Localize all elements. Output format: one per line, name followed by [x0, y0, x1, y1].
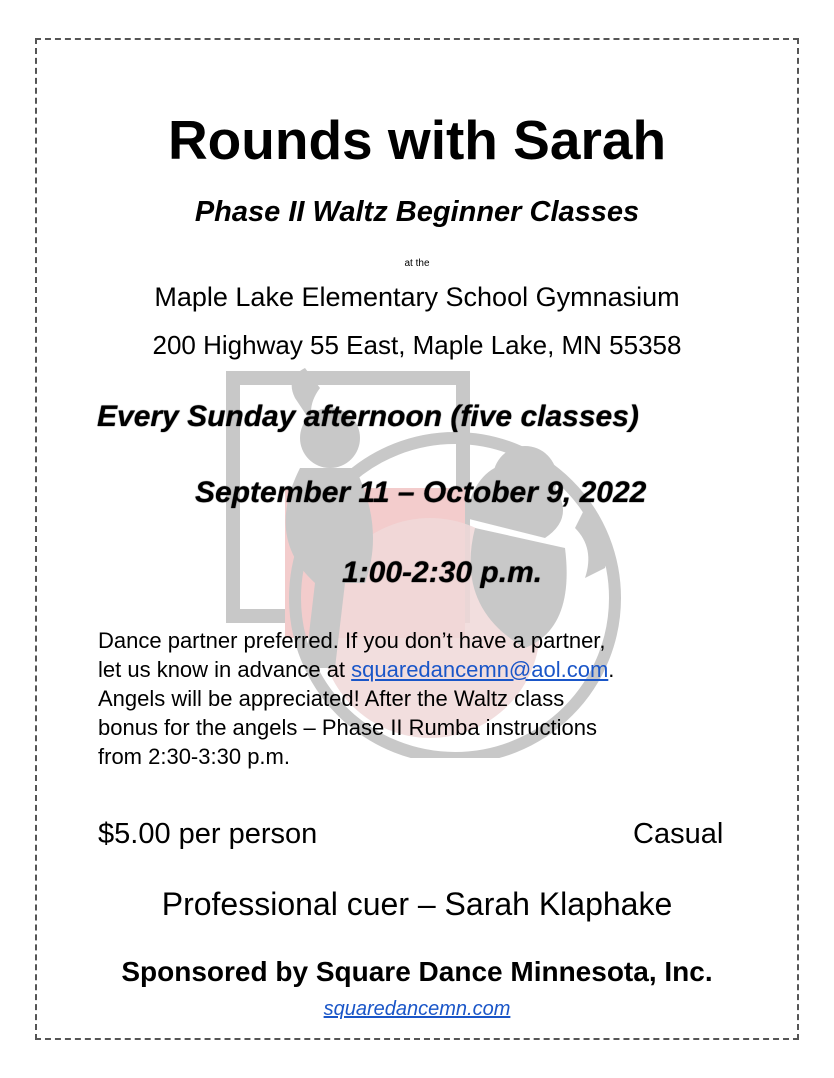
website-row: [0, 998, 834, 1021]
flyer-title: Rounds with Sarah: [167, 109, 667, 171]
details-line-2: [98, 655, 738, 684]
details-line-4: bonus for the angels – Phase II Rumba instructions: [98, 715, 597, 740]
details-line-2-period: .: [608, 657, 615, 682]
price-text: $5.00 per person: [98, 818, 318, 850]
date-range: September 11 – October 9, 2022: [195, 476, 647, 509]
details-paragraph: [98, 626, 738, 771]
flyer-subtitle: Phase II Waltz Beginner Classes: [194, 196, 640, 228]
website-link[interactable]: squaredancemn.com: [323, 998, 511, 1020]
venue-address: 200 Highway 55 East, Maple Lake, MN 55358: [152, 330, 682, 360]
email-link[interactable]: squaredancemn@aol.com: [351, 657, 609, 682]
venue-name: Maple Lake Elementary School Gymnasium: [154, 282, 680, 312]
schedule-text: Every Sunday afternoon (five classes): [97, 400, 639, 433]
cuer-text: Professional cuer – Sarah Klaphake: [161, 886, 673, 922]
details-line-5: from 2:30-3:30 p.m.: [98, 744, 290, 769]
details-line-3: Angels will be appreciated! After the Waltz class: [98, 686, 565, 711]
sponsor-text: Sponsored by Square Dance Minnesota, Inc.: [121, 956, 713, 987]
dress-code: Casual: [633, 818, 724, 850]
at-the-label: at the: [404, 258, 430, 269]
details-line-2-text: let us know in advance at: [98, 657, 352, 682]
class-time: 1:00-2:30 p.m.: [342, 556, 543, 589]
details-line-1: Dance partner preferred. If you don’t have a partner,: [98, 628, 606, 653]
